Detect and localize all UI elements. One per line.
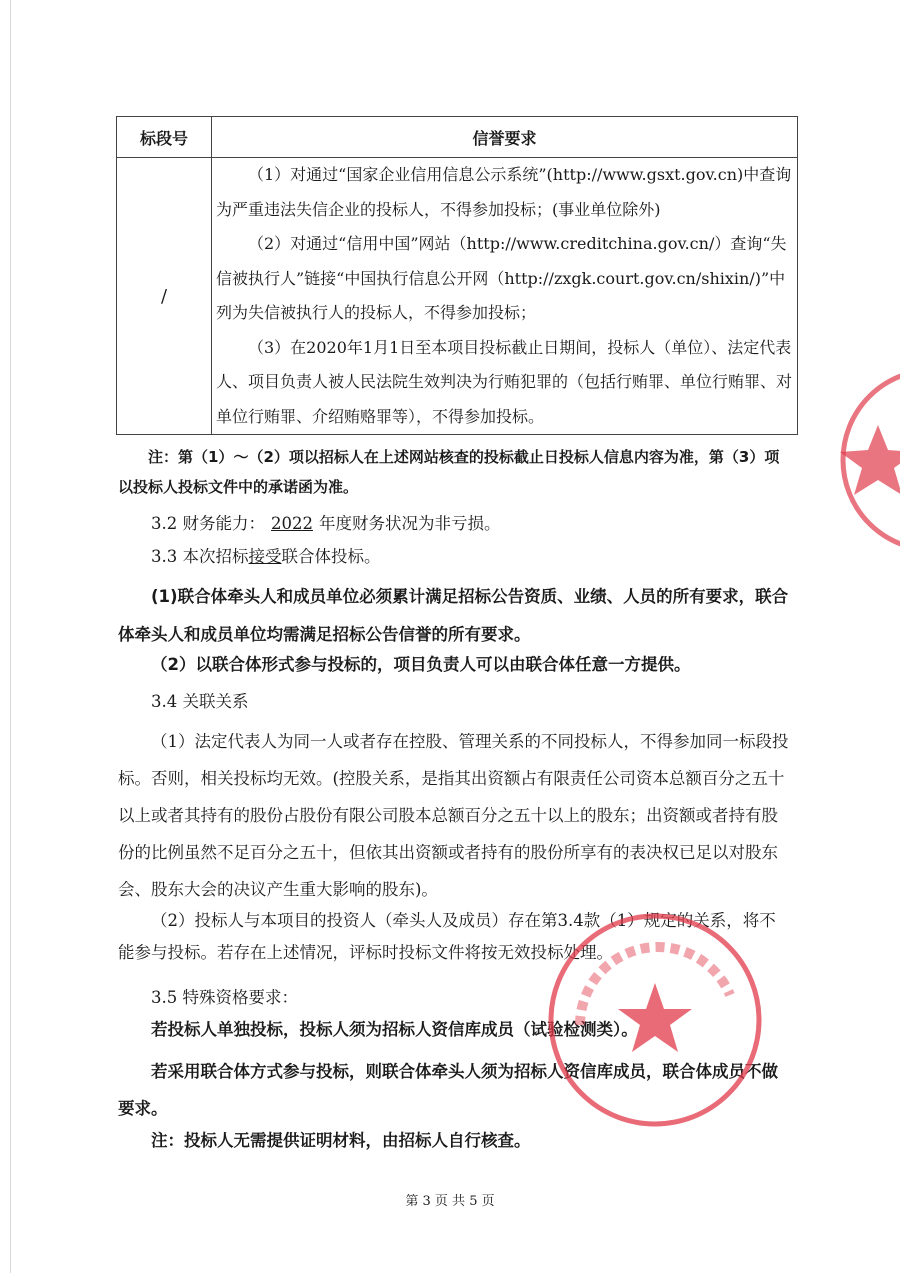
col-header-section: 标段号 [117, 117, 212, 158]
credit-requirements-cell [212, 158, 798, 435]
credit-requirements-table [116, 116, 798, 435]
section-3-2 [118, 512, 790, 536]
table-row [117, 158, 798, 435]
section-3-5-p2: 若采用联合体方式参与投标，则联合体牵头人须为招标人资信库成员，联合体成员不做要求。 [118, 1062, 778, 1118]
section-3-3 [118, 545, 790, 569]
credit-item-2: （2）对通过“信用中国”网站（http://www.creditchina.gov.cn/）查询“失信被执行人”链接“中国执行信息公开网（http://zxgk.court.gov.cn/shixin/)”中列为失信被执行人的投标人，不得参加投标； [216, 234, 787, 322]
consortium-item-1: (1)联合体牵头人和成员单位必须累计满足招标公告资质、业绩、人员的所有要求，联合体牵头人和成员单位均需满足招标公告信誉的所有要求。 [118, 587, 789, 644]
section-no-cell: / [117, 158, 212, 435]
section-3-4-p2: （2）投标人与本项目的投资人（牵头人及成员）存在第3.4款（1）规定的关系，将不能参与投标。若存在上述情况，评标时投标文件将按无效投标处理。 [118, 911, 776, 962]
s32-label: 3.2 财务能力： [151, 514, 265, 533]
credit-item-3: （3）在2020年1月1日至本项目投标截止日期间，投标人（单位）、法定代表人、项目负责人被人民法院生效判决为行贿犯罪的（包括行贿罪、单位行贿罪、对单位行贿罪、介绍贿赂罪等），不得参加投标。 [216, 337, 793, 426]
s33-accept: 接受 [248, 547, 282, 566]
consortium-item-2: （2）以联合体形式参与投标的，项目负责人可以由联合体任意一方提供。 [151, 655, 691, 674]
s33-after: 联合体投标。 [281, 547, 381, 566]
page-edge-line [10, 0, 11, 1273]
section-3-5-p1: 若投标人单独投标，投标人须为招标人资信库成员（试验检测类）。 [151, 1020, 638, 1039]
s32-year: 2022 [271, 514, 313, 533]
section-3-5-note: 注：投标人无需提供证明材料，由招标人自行核查。 [151, 1131, 531, 1150]
table-header-row [117, 117, 798, 158]
credit-item-1: （1）对通过“国家企业信用信息公示系统”(http://www.gsxt.gov.cn)中查询为严重违法失信企业的投标人，不得参加投标；(事业单位除外) [216, 165, 792, 219]
section-3-5-title: 3.5 特殊资格要求： [151, 988, 298, 1007]
page-footer: 第 3 页 共 5 页 [405, 1194, 495, 1209]
col-header-credit: 信誉要求 [212, 117, 798, 158]
section-3-4-p1: （1）法定代表人为同一人或者存在控股、管理关系的不同投标人，不得参加同一标段投标。否则，相关投标均无效。(控股关系，是指其出资额占有限责任公司资本总额百分之五十以上或者其持有的股份占股份有限公司股本总额百分之五十以上的股东；出资额或者持有股份的比例虽然不足百分之五十，但依其出资额或者持有的股份所享有的表决权已足以对股东会、股东大会的决议产生重大影响的股东)。 [118, 732, 789, 899]
table-note: 注：第（1）～（2）项以招标人在上述网站核查的投标截止日投标人信息内容为准，第（3）项以投标人投标文件中的承诺函为准。 [118, 448, 780, 496]
section-3-4-title: 3.4 关联关系 [151, 692, 249, 711]
s33-before: 3.3 本次招标 [151, 547, 249, 566]
edge-seal-stamp [838, 330, 900, 560]
s32-rest: 年度财务状况为非亏损。 [319, 514, 501, 533]
company-seal-stamp [540, 905, 770, 1135]
